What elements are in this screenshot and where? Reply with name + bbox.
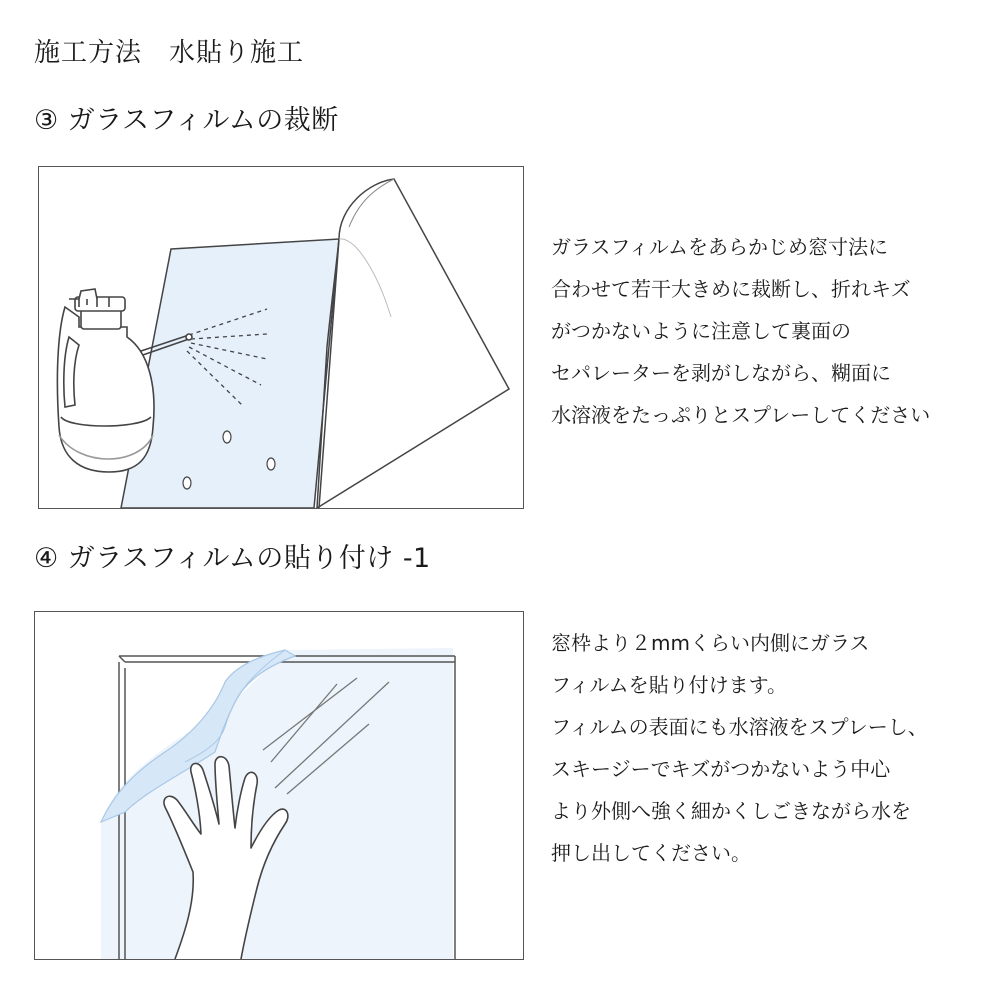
- step-3-line: がつかないように注意して裏面の: [551, 319, 851, 343]
- step-4-line: スキージーでキズがつかないよう中心: [551, 757, 891, 781]
- page-title: 施工方法 水貼り施工: [34, 38, 305, 68]
- film-sheet: [121, 239, 339, 508]
- step-4-line: 窓枠より２mmくらい内側にガラス: [551, 631, 870, 655]
- step-3-line: ガラスフィルムをあらかじめ窓寸法に: [551, 235, 888, 259]
- step-3-line: 水溶液をたっぷりとスプレーしてください: [551, 403, 931, 427]
- step-4-heading: ④ ガラスフィルムの貼り付け -1: [34, 543, 431, 574]
- spray-film-drawing: [39, 167, 523, 508]
- step-4-description: [551, 622, 928, 874]
- step-4-illustration: [34, 611, 524, 960]
- step-4-line: フィルムを貼り付けます。: [551, 673, 787, 697]
- step-4-line: より外側へ強く細かくしごきながら水を: [551, 799, 911, 823]
- step-3-heading: ③ ガラスフィルムの裁断: [34, 105, 339, 136]
- step-4-line: フィルムの表面にも水溶液をスプレーし、: [551, 715, 928, 739]
- film-panel: [101, 648, 453, 959]
- film-application-drawing: [35, 612, 523, 959]
- step-3-description: [551, 226, 930, 436]
- step-3-illustration: [38, 166, 524, 509]
- step-3-line: セパレーターを剥がしながら、糊面に: [551, 361, 891, 385]
- separator-peel: [317, 179, 509, 508]
- step-3-line: 合わせて若干大きめに裁断し、折れキズ: [551, 277, 911, 301]
- step-4-line: 押し出してください。: [551, 841, 751, 865]
